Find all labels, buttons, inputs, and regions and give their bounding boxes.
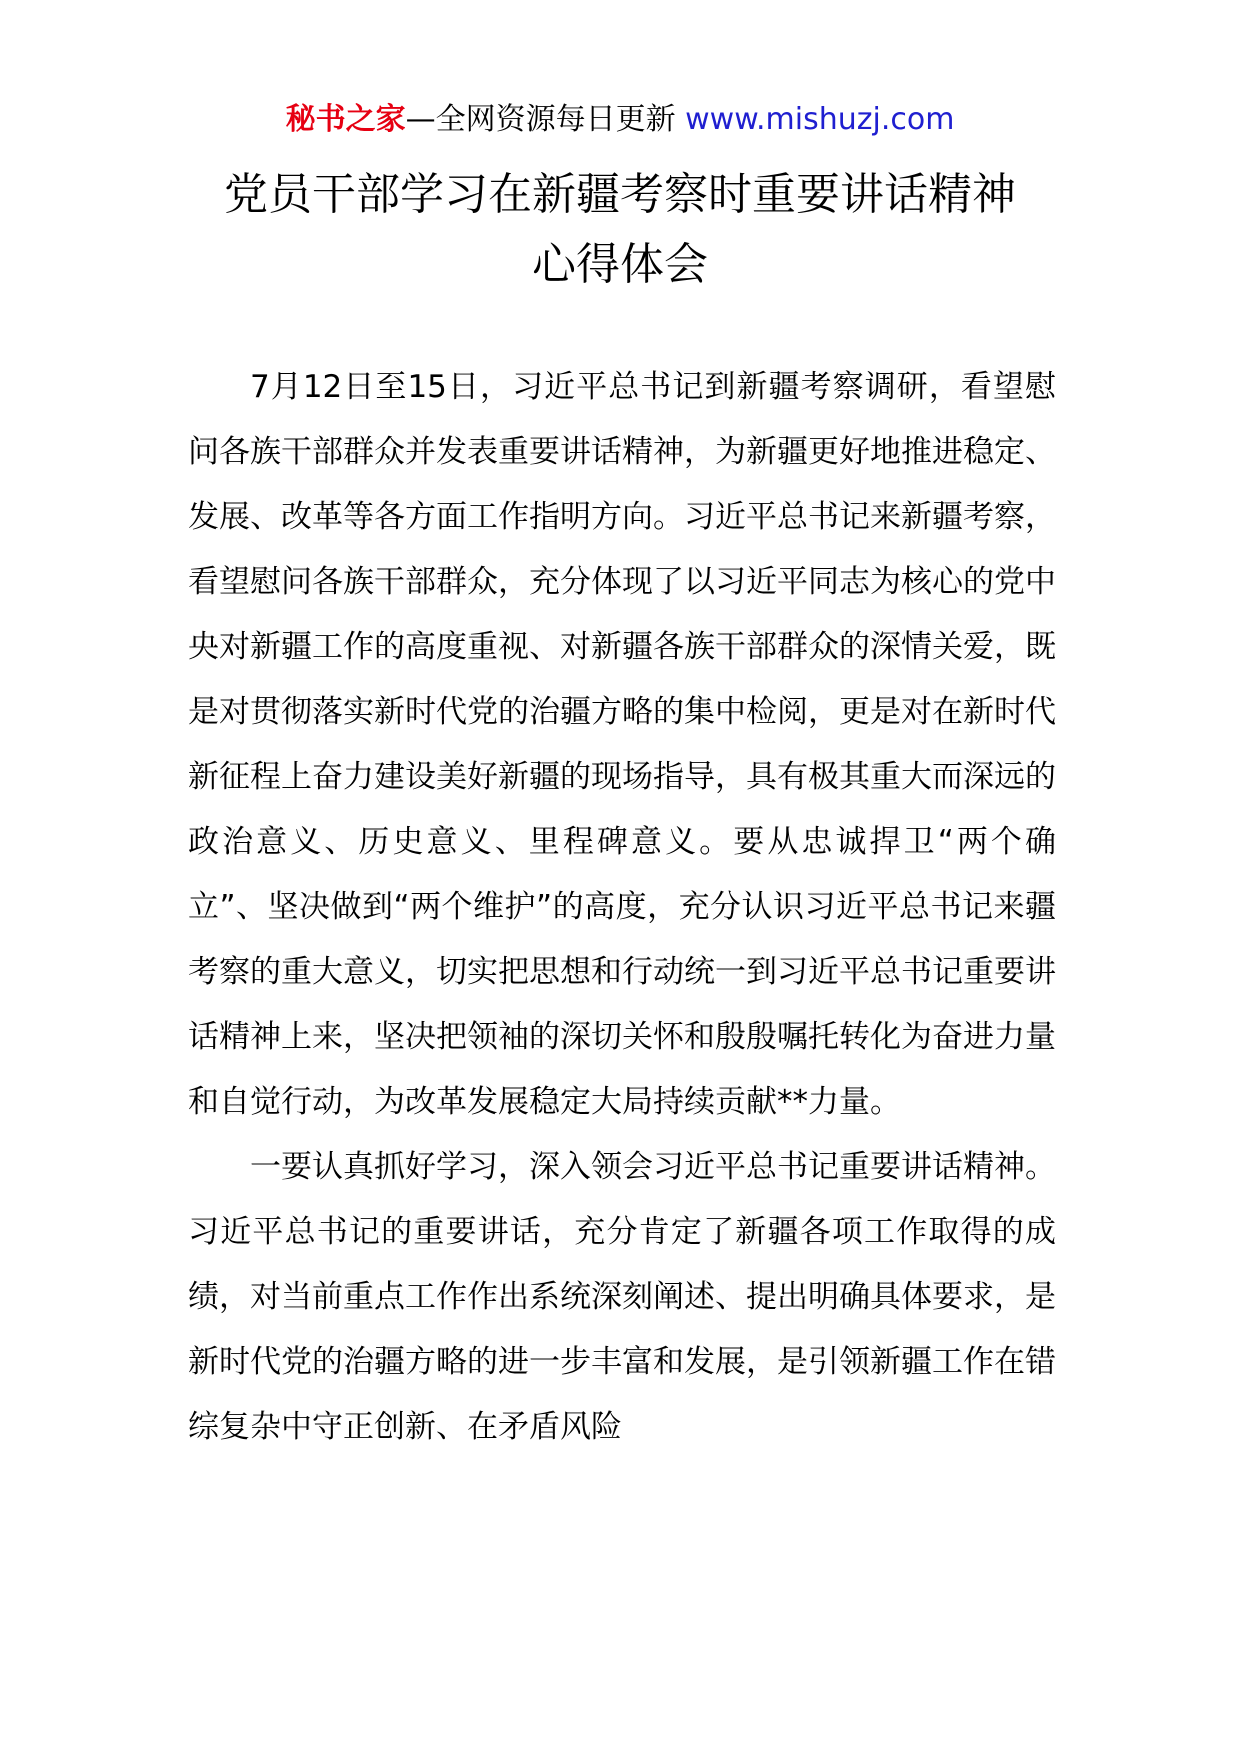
document-title-line-2: 心得体会	[532, 239, 708, 290]
site-url-link[interactable]: www.mishuzj.com	[685, 102, 955, 137]
body-paragraph-2: 一要认真抓好学习，深入领会习近平总书记重要讲话精神。习近平总书记的重要讲话，充分肯定了新疆各项工作取得的成绩，对当前重点工作作出系统深刻阐述、提出明确具体要求，是新时代党的治疆方略的进一步丰富和发展，是引领新疆工作在错综复杂中守正创新、在矛盾风险	[188, 1149, 1056, 1445]
site-brand: 秘书之家	[285, 102, 406, 137]
body-paragraph-1: 7月12日至15日，习近平总书记到新疆考察调研，看望慰问各族干部群众并发表重要讲话精神，为新疆更好地推进稳定、发展、改革等各方面工作指明方向。习近平总书记来新疆考察，看望慰问各族干部群众，充分体现了以习近平同志为核心的党中央对新疆工作的高度重视、对新疆各族干部群众的深情关爱，既是对贯彻落实新时代党的治疆方略的集中检阅，更是对在新时代新征程上奋力建设美好新疆的现场指导，具有极其重大而深远的政治意义、历史意义、里程碑意义。要从忠诚捍卫“两个确立”、坚决做到“两个维护”的高度，充分认识习近平总书记来疆考察的重大意义，切实把思想和行动统一到习近平总书记重要讲话精神上来，坚决把领袖的深切关怀和殷殷嘱托转化为奋进力量和自觉行动，为改革发展稳定大局持续贡献**力量。	[188, 369, 1056, 1120]
site-tagline: —全网资源每日更新	[405, 102, 686, 137]
document-title	[0, 160, 1240, 300]
document-title-line-1: 党员干部学习在新疆考察时重要讲话精神	[224, 169, 1016, 220]
site-header	[0, 100, 1240, 140]
document-body	[188, 355, 1056, 1460]
